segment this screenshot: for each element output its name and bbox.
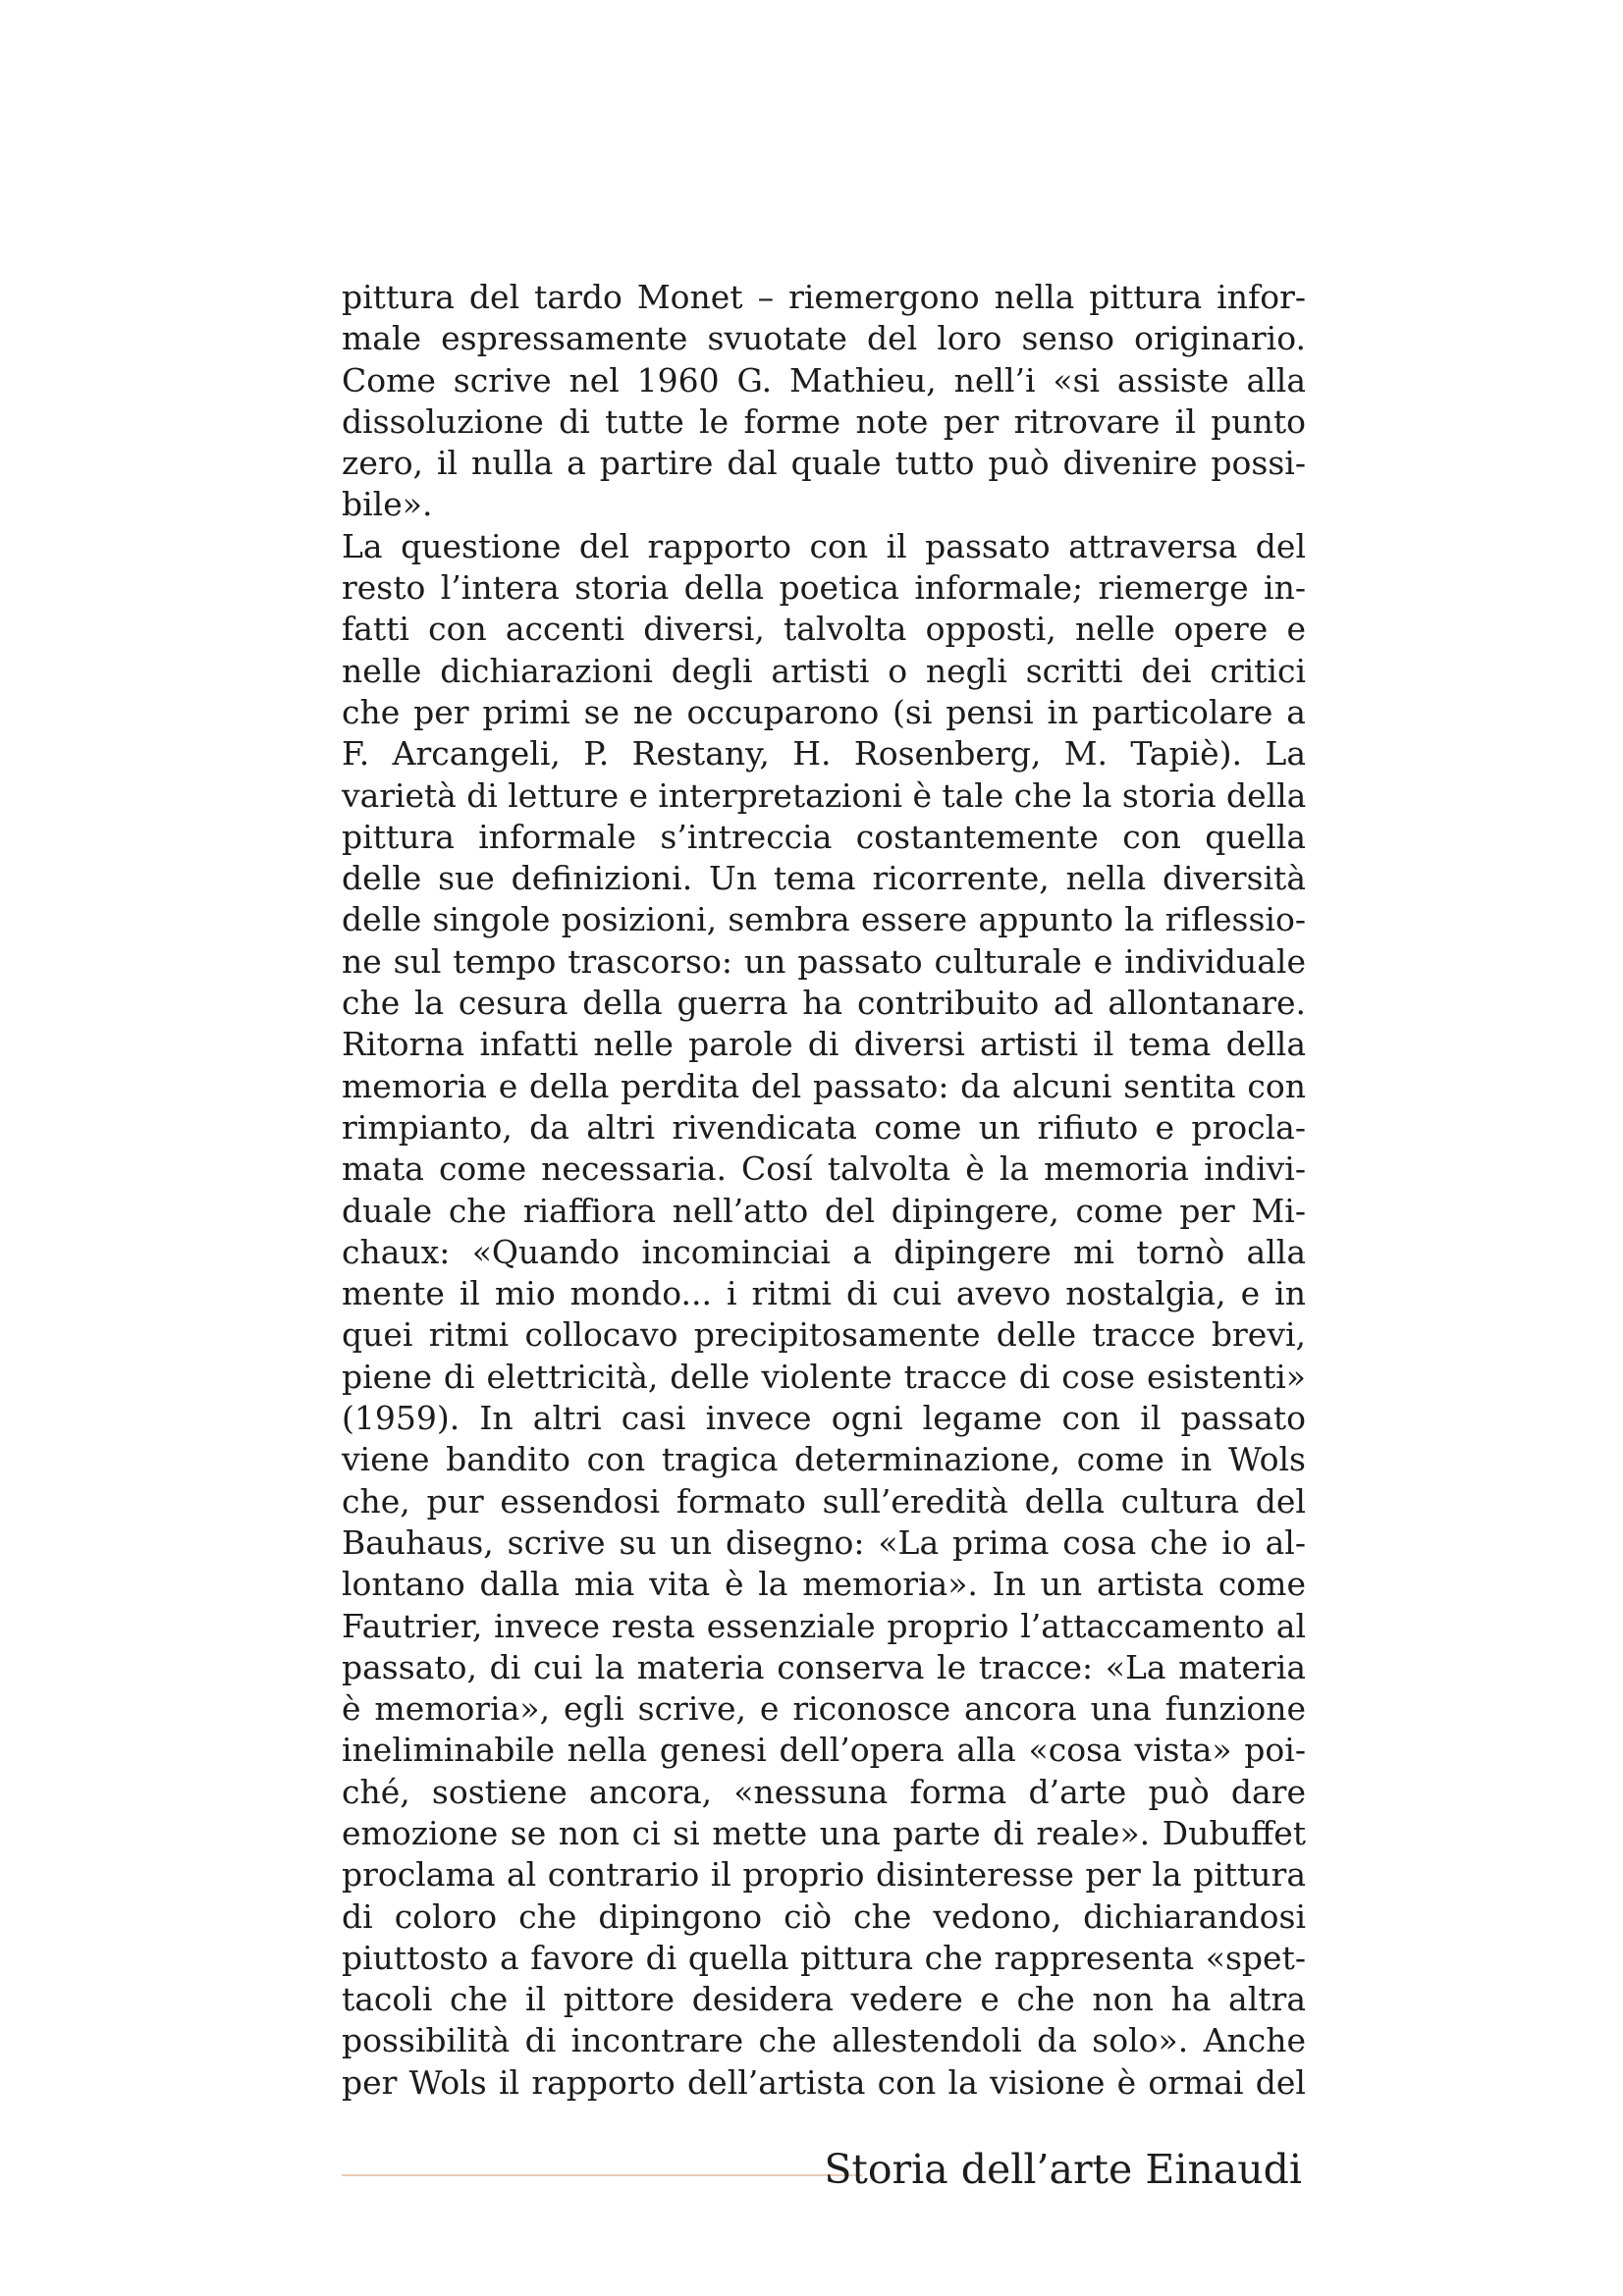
text-line: proclama al contrario il proprio disinteresse per la pittura xyxy=(342,1855,1306,1895)
text-line: possibilità di incontrare che allestendoli da solo». Anche xyxy=(342,2021,1306,2060)
text-line: che per primi se ne occuparono (si pensi in particolare a xyxy=(342,692,1306,731)
text-line: che, pur essendosi formato sull’eredità della cultura del xyxy=(342,1481,1306,1521)
text-line: chaux: «Quando incominciai a dipingere mi tornò alla xyxy=(342,1232,1306,1271)
text-line: per Wols il rapporto dell’artista con la visione è ormai del xyxy=(342,2062,1306,2102)
text-line: emozione se non ci si mette una parte di reale». Dubuffet xyxy=(342,1813,1306,1852)
text-line: memoria e della perdita del passato: da alcuni sentita con xyxy=(342,1066,1306,1105)
text-line: piene di elettricità, delle violente tracce di cose esistenti» xyxy=(342,1357,1306,1396)
text-line: pittura del tardo Monet – riemergono nella pittura infor- xyxy=(342,278,1306,316)
text-line: quei ritmi collocavo precipitosamente delle tracce brevi, xyxy=(342,1315,1306,1355)
footer-rule xyxy=(342,2174,862,2176)
text-line: viene bandito con tragica determinazione, come in Wols xyxy=(342,1440,1306,1479)
text-line: varietà di letture e interpretazioni è tale che la storia della xyxy=(342,775,1307,815)
text-line: Fautrier, invece resta essenziale proprio l’attaccamento al xyxy=(342,1606,1306,1645)
body-text xyxy=(342,277,1306,2104)
text-line: zero, il nulla a partire dal quale tutto può divenire possi- xyxy=(342,444,1306,483)
text-line: rimpianto, da altri rivendicata come un rifiuto e procla- xyxy=(342,1107,1306,1147)
text-line: duale che riaffiora nell’atto del dipingere, come per Mi- xyxy=(342,1191,1306,1230)
text-line: Bauhaus, scrive su un disegno: «La prima cosa che io al- xyxy=(342,1522,1306,1562)
text-line: è memoria», egli scrive, e riconosce ancora una funzione xyxy=(342,1689,1306,1729)
text-line: ne sul tempo trascorso: un passato culturale e individuale xyxy=(342,941,1306,981)
text-line: Ritorna infatti nelle parole di diversi artisti il tema della xyxy=(342,1025,1306,1064)
text-line: che la cesura della guerra ha contribuito ad allontanare. xyxy=(342,984,1306,1023)
text-line: delle sue definizioni. Un tema ricorrente, nella diversità xyxy=(342,859,1306,898)
text-line: (1959). In altri casi invece ogni legame con il passato xyxy=(342,1399,1306,1438)
text-line: fatti con accenti diversi, talvolta opposti, nelle opere e xyxy=(342,610,1306,649)
text-line: lontano dalla mia vita è la memoria». In un artista come xyxy=(342,1565,1306,1604)
text-line: delle singole posizioni, sembra essere appunto la riflessio- xyxy=(342,900,1306,939)
text-line: piuttosto a favore di quella pittura che rappresenta «spet- xyxy=(342,1938,1306,1977)
text-line: bile». xyxy=(342,485,433,524)
text-line: Come scrive nel 1960 G. Mathieu, nell’i «si assiste alla xyxy=(342,360,1306,400)
text-line: tacoli che il pittore desidera vedere e che non ha altra xyxy=(342,1980,1306,2019)
text-line: La questione del rapporto con il passato attraversa del xyxy=(342,526,1306,565)
text-line: pittura informale s’intreccia costantemente con quella xyxy=(342,817,1306,856)
text-line: mata come necessaria. Cosí talvolta è la memoria indivi- xyxy=(342,1149,1306,1189)
text-line: di coloro che dipingono ciò che vedono, dichiarandosi xyxy=(342,1896,1306,1936)
text-line: male espressamente svuotate del loro senso originario. xyxy=(342,319,1306,358)
text-line: mente il mio mondo... i ritmi di cui avevo nostalgia, e in xyxy=(342,1274,1306,1313)
text-line: passato, di cui la materia conserva le tracce: «La materia xyxy=(342,1647,1306,1686)
footer-title: Storia dell’arte Einaudi xyxy=(824,2146,1302,2193)
text-line: resto l’intera storia della poetica informale; riemerge in- xyxy=(342,568,1306,608)
text-line: nelle dichiarazioni degli artisti o negli scritti dei critici xyxy=(342,651,1306,690)
text-line: ineliminabile nella genesi dell’opera alla «cosa vista» poi- xyxy=(342,1731,1306,1770)
text-line: ché, sostiene ancora, «nessuna forma d’arte può dare xyxy=(342,1772,1306,1811)
text-line: F. Arcangeli, P. Restany, H. Rosenberg, M. Tapiè). La xyxy=(342,734,1306,774)
text-line: dissoluzione di tutte le forme note per ritrovare il punto xyxy=(342,401,1306,441)
